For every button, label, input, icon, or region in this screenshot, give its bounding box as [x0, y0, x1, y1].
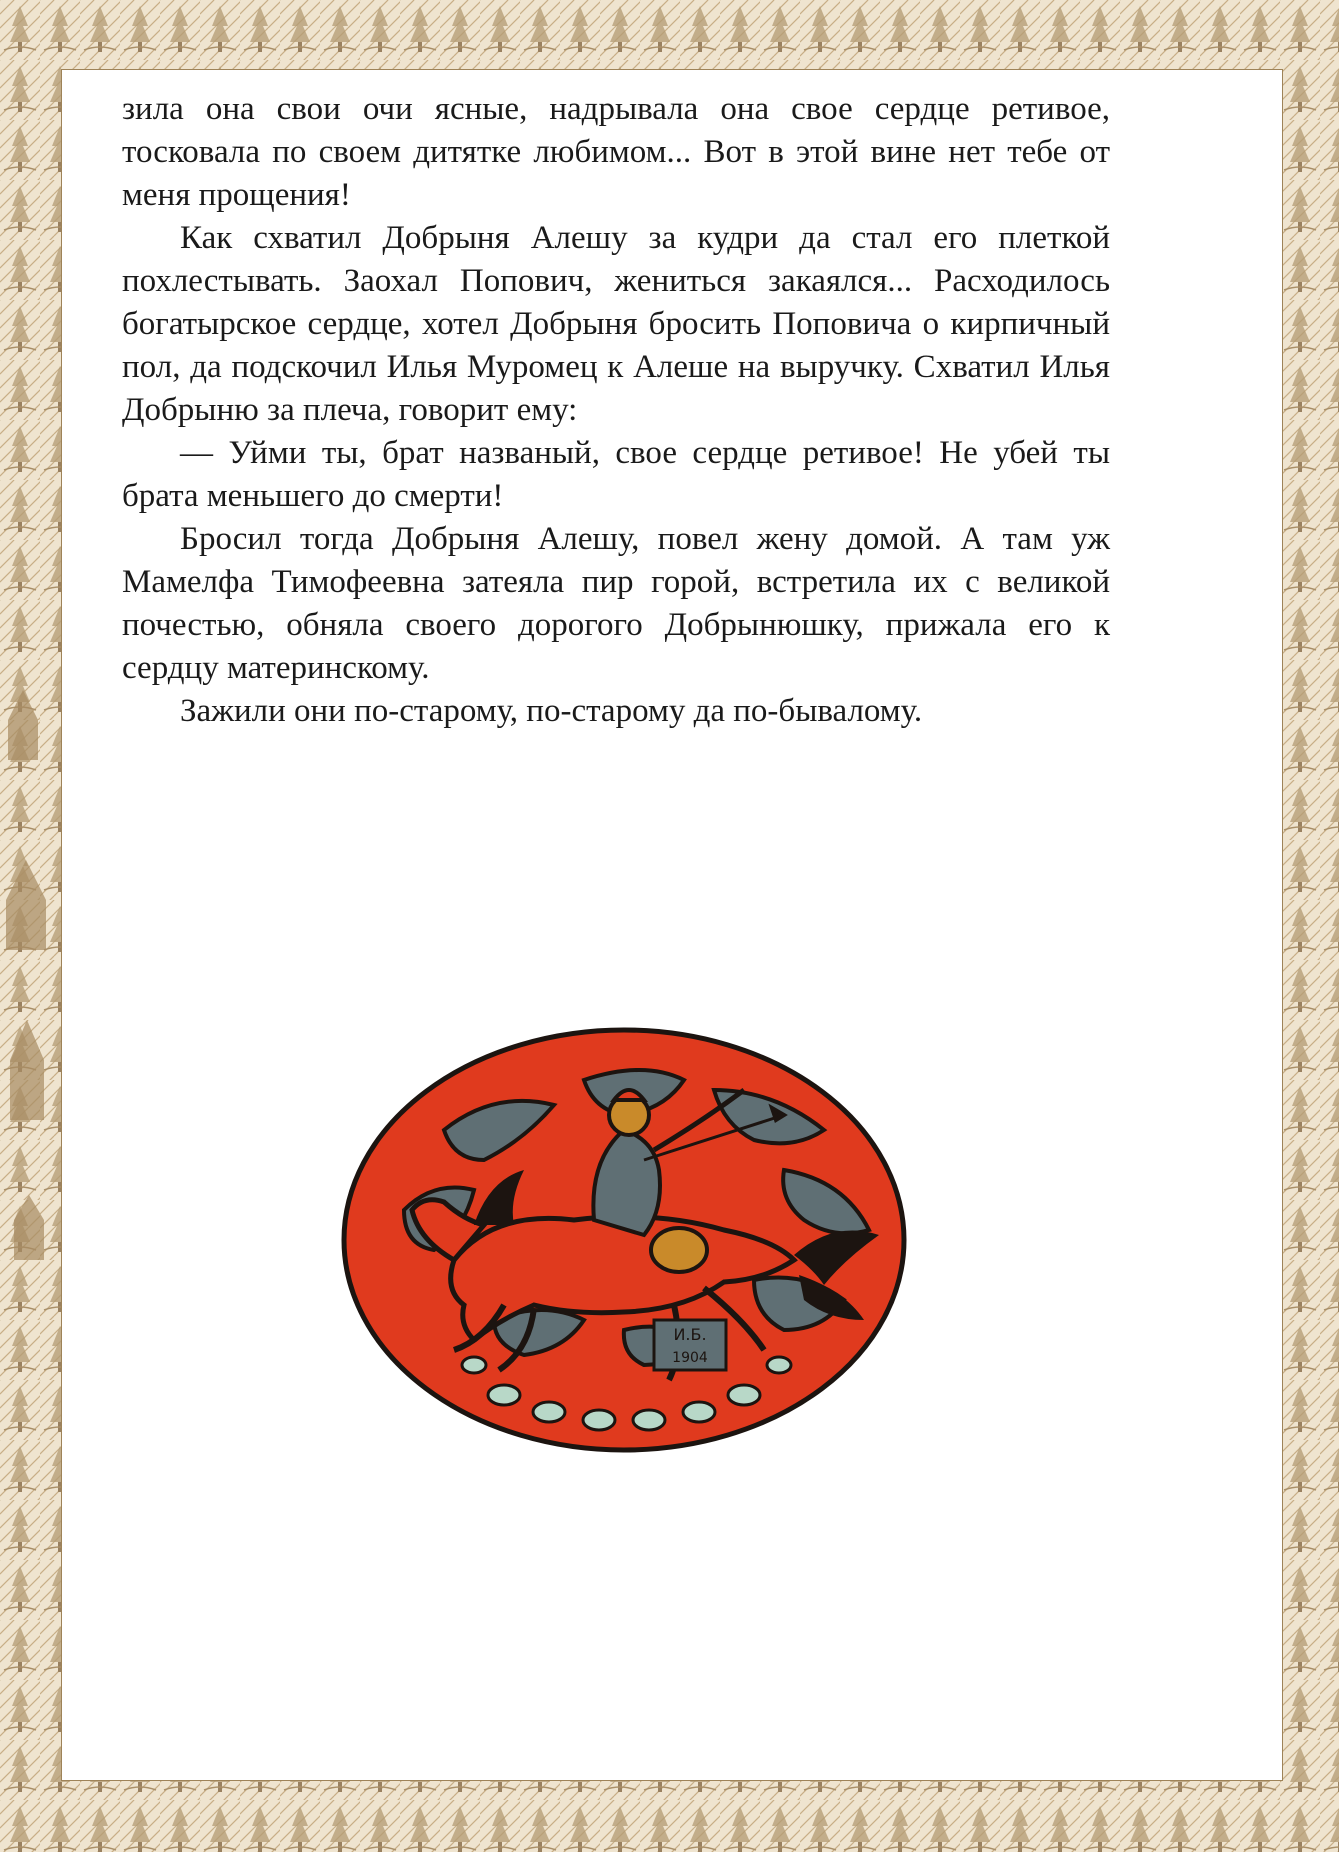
monogram-text: И.Б. [673, 1325, 707, 1344]
rider-archer-emblem [324, 1020, 924, 1460]
paragraph-4: Бросил тогда Добрыня Алешу, повел жену домой. А там уж Мамелфа Тимофеевна затеяла пир горой, встретила их с великой почестью, обняла своего дорогого Добрынюшку, прижала его к сердцу материнскому. [122, 521, 1110, 686]
paragraph-1: зила она свои очи ясные, надрывала она свое сердце ретивое, тосковала по своем дитятке любимом... Вот в этой вине нет тебе от меня прощения! [122, 91, 1110, 213]
paragraph-3: — Уйми ты, брат названый, свое сердце ретивое! Не убей ты брата меньшего до смерти! [122, 435, 1110, 514]
story-text [122, 88, 1110, 733]
monogram-year: 1904 [672, 1350, 708, 1366]
paragraph-5: Зажили они по-старому, по-старому да по-бывалому. [180, 693, 923, 729]
paragraph-2: Как схватил Добрыня Алешу за кудри да стал его плеткой похлестывать. Заохал Попович, жениться закаялся... Расходилось богатырское сердце, хотел Добрыня бросить Поповича о кирпичный пол, да подскочил Илья Муромец к Алеше на выручку. Схватил Илья Добрыню за плеча, говорит ему: [122, 220, 1110, 428]
